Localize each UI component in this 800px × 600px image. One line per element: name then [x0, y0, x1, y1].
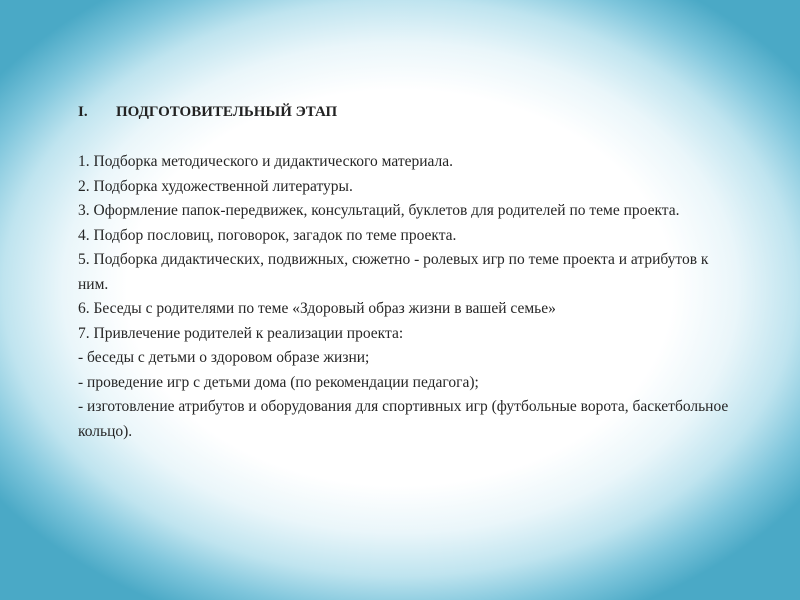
task-list — [78, 150, 738, 444]
list-item: - проведение игр с детьми дома (по рекомендации педагога); — [78, 373, 479, 391]
list-item: 3. Оформление папок-передвижек, консультаций, буклетов для родителей по теме проекта. — [78, 202, 680, 219]
list-item: 5. Подборка дидактических, подвижных, сюжетно - ролевых игр по теме проекта и атрибутов к ним. — [78, 251, 709, 293]
list-item: 4. Подбор пословиц, поговорок, загадок по теме проекта. — [78, 226, 457, 244]
heading-number: I. — [78, 104, 88, 120]
heading-title: ПОДГОТОВИТЕЛЬНЫЙ ЭТАП — [116, 104, 338, 120]
list-item: 6. Беседы с родителями по теме «Здоровый образ жизни в вашей семье» — [78, 300, 556, 317]
list-item: - беседы с детьми о здоровом образе жизни; — [78, 349, 370, 366]
list-item: 2. Подборка художественной литературы. — [78, 177, 353, 195]
section-heading — [78, 104, 337, 121]
list-item: - изготовление атрибутов и оборудования для спортивных игр (футбольные ворота, баскетбольное кольцо). — [78, 398, 729, 440]
list-item: 7. Привлечение родителей к реализации проекта: — [78, 324, 404, 342]
list-item: 1. Подборка методического и дидактического материала. — [78, 153, 454, 170]
